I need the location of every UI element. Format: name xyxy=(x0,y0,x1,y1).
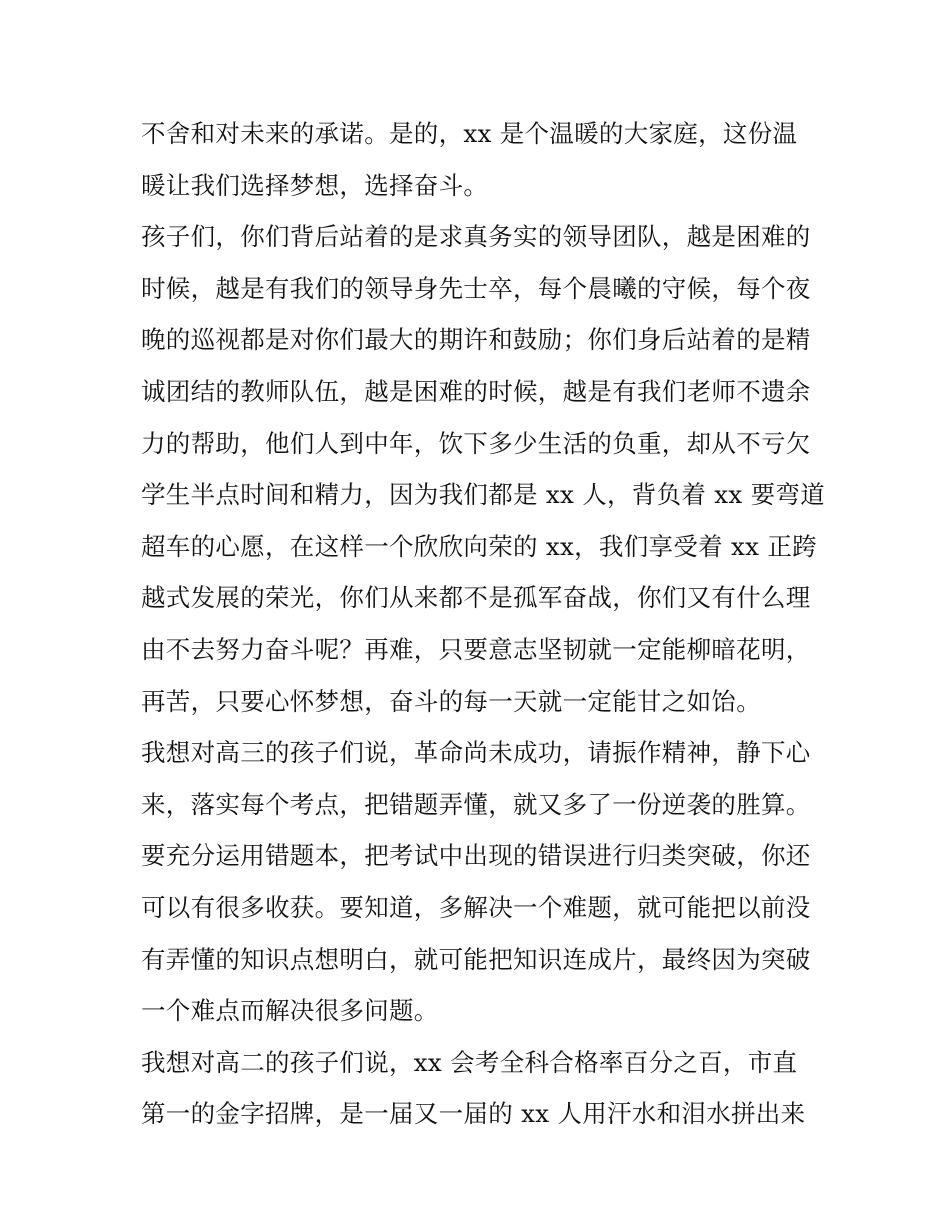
text-line: 再苦，只要心怀梦想，奋斗的每一天就一定能甘之如饴。 xyxy=(141,686,761,716)
text-line: 第一的金字招牌，是一届又一届的 xx 人用汗水和泪水拼出来 xyxy=(141,1099,806,1129)
text-line: 一个难点而解决很多问题。 xyxy=(141,996,439,1026)
text-line: 诚团结的教师队伍，越是困难的时候，越是有我们老师不遗余 xyxy=(141,376,811,406)
text-line: 超车的心愿，在这样一个欣欣向荣的 xx，我们享受着 xx 正跨 xyxy=(141,531,817,561)
text-line: 学生半点时间和精力，因为我们都是 xx 人，背负着 xx 要弯道 xyxy=(141,480,826,510)
text-line: 由不去努力奋斗呢？再难，只要意志坚韧就一定能柳暗花明， xyxy=(141,634,811,664)
text-line: 越式发展的荣光，你们从来都不是孤军奋战，你们又有什么理 xyxy=(141,583,811,613)
text-line: 不舍和对未来的承诺。是的，xx 是个温暖的大家庭，这份温 xyxy=(141,119,798,148)
text-line: 可以有很多收获。要知道，多解决一个难题，就可能把以前没 xyxy=(141,892,811,922)
text-line: 晚的巡视都是对你们最大的期许和鼓励；你们身后站着的是精 xyxy=(141,325,811,355)
text-line: 有弄懂的知识点想明白，就可能把知识连成片，最终因为突破 xyxy=(141,944,811,974)
body-text xyxy=(141,108,826,1140)
text-line: 暖让我们选择梦想，选择奋斗。 xyxy=(141,170,489,200)
text-line: 我想对高二的孩子们说，xx 会考全科合格率百分之百，市直 xyxy=(141,1047,798,1077)
text-line: 力的帮助，他们人到中年，饮下多少生活的负重，却从不亏欠 xyxy=(141,428,811,458)
text-line: 来，落实每个考点，把错题弄懂，就又多了一份逆袭的胜算。 xyxy=(141,789,811,819)
text-line: 孩子们，你们背后站着的是求真务实的领导团队，越是困难的 xyxy=(141,222,811,252)
text-line: 时候，越是有我们的领导身先士卒，每个晨曦的守候，每个夜 xyxy=(141,273,811,303)
text-line: 要充分运用错题本，把考试中出现的错误进行归类突破，你还 xyxy=(141,841,811,871)
text-line: 我想对高三的孩子们说，革命尚未成功，请振作精神，静下心 xyxy=(141,738,811,768)
